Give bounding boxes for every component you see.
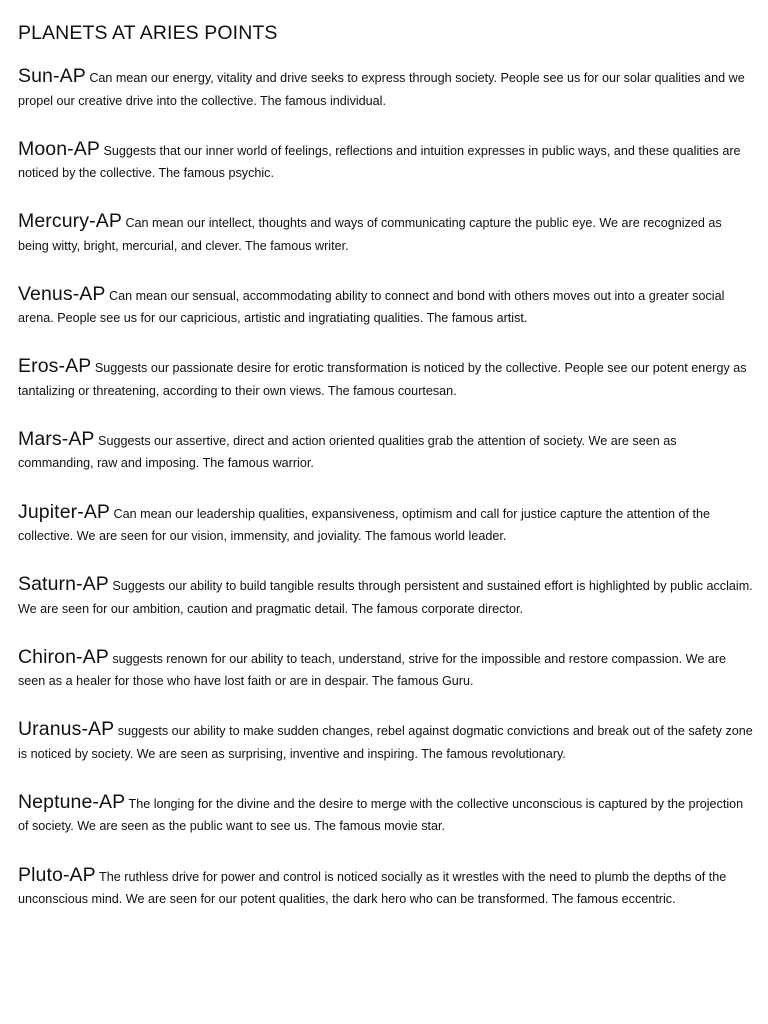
entry-text-chiron: suggests renown for our ability to teach, understand, strive for the impossible and restore compassion. We are seen as a healer for those who have lost faith or are in despair. The famous Guru. bbox=[18, 651, 727, 689]
entry-text-jupiter: Can mean our leadership qualities, expansiveness, optimism and call for justice capture the attention of the collective. We are seen for our vision, immensity, and joviality. The famous world leader. bbox=[18, 506, 710, 544]
entry-name-mars: Mars-AP bbox=[18, 427, 95, 450]
entry-eros bbox=[18, 355, 753, 428]
entry-name-moon: Moon-AP bbox=[18, 137, 100, 160]
entry-mercury bbox=[18, 210, 753, 283]
entry-pluto bbox=[18, 864, 753, 937]
entry-text-eros: Suggests our passionate desire for erotic transformation is noticed by the collective. People see our potent energy as tantalizing or threatening, according to their own views. The famous courtesan. bbox=[18, 361, 747, 398]
entry-venus bbox=[18, 283, 753, 356]
entry-text-sun: Can mean our energy, vitality and drive seeks to express through society. People see us for our solar qualities and we propel our creative drive into the collective. The famous individual. bbox=[18, 71, 745, 108]
entry-mars bbox=[18, 428, 753, 501]
entry-text-uranus: suggests our ability to make sudden changes, rebel against dogmatic convictions and break out of the safety zone is noticed by society. We are seen as surprising, inventive and inspiring. The famous revolutionary. bbox=[18, 724, 753, 761]
entry-uranus bbox=[18, 718, 753, 791]
document-page bbox=[18, 20, 753, 936]
entry-name-jupiter: Jupiter-AP bbox=[18, 500, 111, 523]
page-title: PLANETS AT ARIES POINTS bbox=[18, 22, 278, 44]
entry-text-venus: Can mean our sensual, accommodating ability to connect and bond with others moves out into a greater social arena. People see us for our capricious, artistic and ingratiating qualities. The famous artist. bbox=[18, 288, 725, 326]
entry-name-chiron: Chiron-AP bbox=[18, 645, 109, 668]
entry-name-uranus: Uranus-AP bbox=[18, 718, 115, 741]
entry-text-saturn: Suggests our ability to build tangible results through persistent and sustained effort is highlighted by public acclaim. We are seen for our ambition, caution and pragmatic detail. The famous corporate director. bbox=[18, 579, 753, 616]
entry-name-eros: Eros-AP bbox=[18, 355, 92, 378]
entry-text-pluto: The ruthless drive for power and control is noticed socially as it wrestles with the need to plumb the depths of the unconscious mind. We are seen for our potent qualities, the dark hero who can be transformed. The famous eccentric. bbox=[18, 869, 727, 907]
entry-name-saturn: Saturn-AP bbox=[18, 573, 109, 596]
entry-text-neptune: The longing for the divine and the desire to merge with the collective unconscious is captured by the projection of society. We are seen as the public want to see us. The famous movie star. bbox=[18, 796, 744, 834]
entry-jupiter bbox=[18, 501, 753, 574]
entry-text-moon: Suggests that our inner world of feelings, reflections and intuition expresses in public ways, and these qualities are noticed by the collective. The famous psychic. bbox=[18, 143, 741, 181]
entry-name-mercury: Mercury-AP bbox=[18, 210, 122, 233]
entry-text-mercury: Can mean our intellect, thoughts and ways of communicating capture the public eye. We are recognized as being witty, bright, mercurial, and clever. The famous writer. bbox=[18, 216, 722, 253]
entry-neptune bbox=[18, 791, 753, 864]
entry-sun bbox=[18, 65, 753, 138]
entry-name-venus: Venus-AP bbox=[18, 282, 106, 305]
entry-text-mars: Suggests our assertive, direct and action oriented qualities grab the attention of society. We are seen as commanding, raw and imposing. The famous warrior. bbox=[18, 433, 677, 471]
entry-name-sun: Sun-AP bbox=[18, 65, 86, 87]
entry-saturn bbox=[18, 573, 753, 646]
entry-moon bbox=[18, 138, 753, 211]
entry-name-neptune: Neptune-AP bbox=[18, 790, 126, 813]
entry-name-pluto: Pluto-AP bbox=[18, 863, 96, 886]
entry-chiron bbox=[18, 646, 753, 719]
